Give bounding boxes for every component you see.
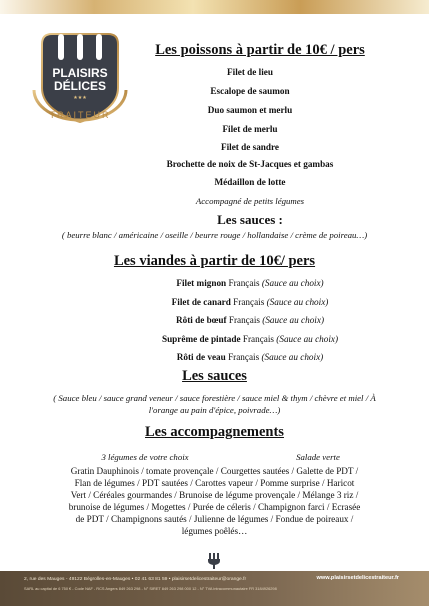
meat-item-sauce: (Sauce au choix) (266, 297, 329, 307)
logo-name-line1: PLAISIRS (52, 66, 108, 80)
meat-item-origin: Français (242, 334, 274, 344)
fish-sauces-list: ( beurre blanc / américaine / oseille / beurre rouge / hollandaise / crème de poireau…) (61, 230, 368, 240)
meat-item-origin: Français (228, 278, 260, 288)
sauces-section-title: Les sauces (182, 368, 247, 384)
fish-item: Escalope de saumon (210, 86, 290, 96)
meat-item-name: Rôti de bœuf (176, 315, 227, 325)
footer-contact: 2, rue des Mauges - 49122 Bégrolles-en-Mauges • 02 41 63 81 59 • plaisirsetdelicestraiteur@orange.fr (24, 577, 247, 582)
sides-list-line: de PDT / Champignons sautés / Julienne de légumes / Fondue de poireaux / (75, 514, 354, 524)
logo-name-line2: DÉLICES (53, 79, 107, 93)
meat-item-name: Suprême de pintade (161, 334, 241, 344)
footer-address: 2, rue des Mauges - 49122 Bégrolles-en-Mauges (24, 577, 131, 582)
sauces-list-line: l'orange au pain d'épice, poivrade…) (148, 405, 281, 415)
meat-item-origin: Français (233, 297, 265, 307)
fish-section-title: Les poissons à partir de 10€ / pers (155, 42, 365, 58)
fish-accompaniment-note: Accompagné de petits légumes (195, 196, 305, 206)
fish-item: Médaillon de lotte (214, 177, 286, 187)
fish-sauces-title: Les sauces : (217, 212, 283, 227)
meat-item (80, 352, 420, 362)
top-gold-bar (0, 0, 429, 14)
footer-email[interactable]: plaisirsetdelicestraiteur@orange.fr (171, 577, 247, 582)
meat-item-sauce: (Sauce au choix) (261, 278, 324, 288)
fish-item: Brochette de noix de St-Jacques et gambas (166, 159, 334, 169)
fish-item: Filet de sandre (220, 142, 279, 152)
meat-item (80, 278, 420, 288)
footer-website-link[interactable]: www.plaisirsetdelicestraiteur.fr (316, 575, 399, 581)
footer-legal: SARL au capital de 6 750 € - Code NAF - RCS Angers 849 263 298 - N° SIRET 849 263 298 000 12 - N° TVA intracommunautaire FR 3184926298 (24, 586, 277, 591)
sides-list-line: brunoise de légumes / Mogettes / Purée de céleris / Champignon farci / Ecrasée (68, 502, 361, 512)
logo-stars: ★★★ (73, 95, 87, 101)
meat-item (80, 315, 420, 325)
footer-bar (0, 571, 429, 606)
logo-tagline: TRAITEUR (49, 110, 111, 120)
meat-item-name: Filet de canard (171, 297, 231, 307)
meat-item (80, 334, 420, 344)
sauces-list-line: ( Sauce bleu / sauce grand veneur / sauce forestière / sauce miel & thym / chèvre et miel / À (53, 393, 376, 403)
sides-choice-vegetables: 3 légumes de votre choix (101, 452, 189, 462)
meat-item-sauce: (Sauce au choix) (276, 334, 339, 344)
fish-item: Filet de lieu (227, 67, 273, 77)
meat-item-origin: Français (228, 315, 260, 325)
sides-list-line: Gratin Dauphinois / tomate provençale / Courgettes sautées / Galette de PDT / (70, 466, 359, 476)
meat-item-sauce: (Sauce au choix) (262, 315, 324, 325)
meat-item-name: Filet mignon (176, 278, 227, 288)
meat-item-origin: Français (228, 352, 260, 362)
sides-section-title: Les accompagnements (145, 424, 284, 440)
sides-list-line: Flan de légumes / PDT sautées / Carottes vapeur / Pomme surprise / Haricot (74, 478, 355, 488)
fork-icon (207, 553, 221, 569)
meat-item (80, 297, 420, 307)
meat-item-sauce: (Sauce au choix) (261, 352, 324, 362)
meat-item-name: Rôti de veau (176, 352, 226, 362)
sides-list-line: légumes poêlés… (181, 526, 248, 536)
sides-choice-salad: Salade verte (296, 452, 340, 462)
footer-phone[interactable]: 02 41 63 81 59 (134, 577, 168, 582)
meat-section-title: Les viandes à partir de 10€/ pers (113, 253, 316, 269)
sides-list-line: Vert / Céréales gourmandes / Brunoise de légume provençale / Mélange 3 riz / (70, 490, 359, 500)
fish-item: Duo saumon et merlu (207, 105, 293, 115)
fish-item: Filet de merlu (222, 124, 278, 134)
